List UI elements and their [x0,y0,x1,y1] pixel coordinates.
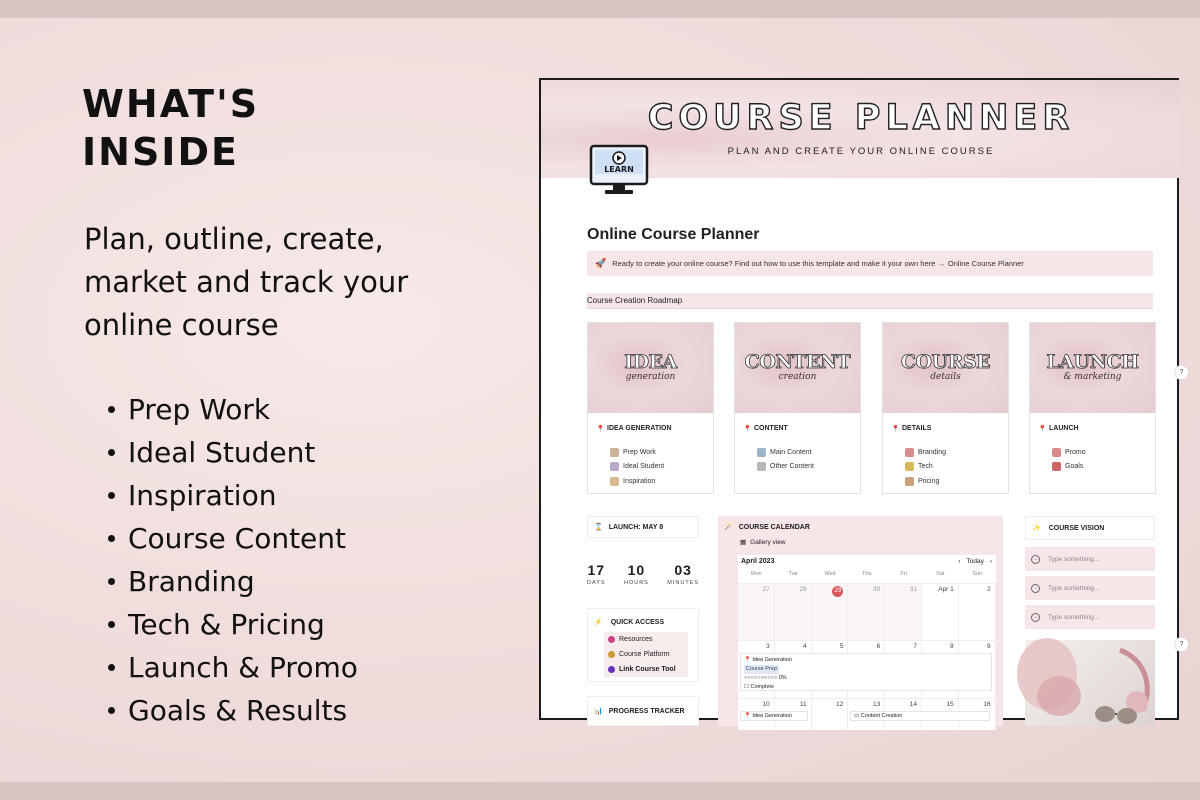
student-icon [610,462,619,471]
card-link-item[interactable]: Promo [1052,445,1086,460]
target-icon [1052,462,1061,471]
pin-icon: 📍 [743,426,752,433]
bullet-dot [108,492,115,499]
calendar-event[interactable]: 📍 Idea Generation Course Prep ○○○○○○○○○○ 0% ☐ Complete [740,653,992,691]
card-link-item[interactable]: Tech [905,460,946,475]
card-cover-image: IDEA generation [588,323,713,413]
roadmap-heading: Course Creation Roadmap [587,293,1153,309]
page-title: Online Course Planner [587,226,760,243]
arrow-circle-icon: → [1033,614,1038,620]
chart-icon: 📊 [594,708,603,715]
resources-icon [608,636,615,643]
today-marker: 29 [832,586,843,597]
quick-access-item[interactable]: Course Platform [604,647,688,662]
whats-inside-heading [82,80,402,176]
quick-access-item[interactable]: Link Course Tool [604,662,688,677]
countdown-days: 17 DAYS [587,562,606,586]
rocket-icon: 🚀 [595,258,607,268]
countdown-minutes: 03 MINUTES [667,562,699,586]
learn-label: LEARN [604,165,634,174]
feature-list [108,388,358,732]
card-link-item[interactable]: Other Content [757,460,814,475]
calendar-month: April 2023 [741,558,775,565]
trophy-icon [905,462,914,471]
folder-icon [757,462,766,471]
calendar-day[interactable]: 6 [848,641,885,698]
sparkle-icon: ✨ [1032,525,1041,532]
card-cover-image: CONTENT creation [735,323,860,413]
feature-item: Course Content [108,517,358,560]
link-icon [608,666,615,673]
calendar-day[interactable]: Apr 1 [922,584,959,640]
megaphone-icon [1052,448,1061,457]
arrow-circle-icon: → [1033,585,1038,591]
callout-link[interactable]: Online Course Planner [947,259,1024,268]
pin-icon: 📍 [891,426,900,433]
platform-icon [608,651,615,658]
today-button[interactable]: Today [966,558,984,565]
course-calendar: 🪄 COURSE CALENDAR ▦ Gallery view April 2023 ‹ Today › Mon Tue Wed Thu Fri Sat Sun 27 28 29 30 31 Apr 1 2 3 4 5 6 7 8 9 📍 Idea Generation Course Prep ○○○○○○○○○○ 0% ☐ Complete 10 11 12 13 14 15 16 📍 Idea Generation ▭ Content Creation [718,516,1003,726]
calendar-day[interactable]: 14 [885,699,922,730]
clipboard-icon [610,448,619,457]
card-link-item[interactable]: Ideal Student [610,460,664,475]
bullet-dot [108,621,115,628]
feature-item: Inspiration [108,474,358,517]
calendar-day[interactable]: 5 [812,641,849,698]
event-complete-checkbox[interactable]: Complete [750,684,775,690]
roadmap-card-content[interactable]: CONTENT creation 📍 CONTENT Main Content Other Content [734,322,861,494]
calendar-day[interactable]: 15 [922,699,959,730]
calendar-day[interactable]: 3 [738,641,775,698]
cover-title: COURSE PLANNER [647,98,1075,138]
calendar-day[interactable]: 2 [959,584,996,640]
quick-access-box: ⚡ QUICK ACCESS Resources Course Platform Link Course Tool [587,608,699,682]
calendar-week [738,583,996,640]
intro-callout: 🚀 Ready to create your online course? Find out how to use this template and make it your own here → Online Course Planner [587,251,1153,276]
gallery-view-toggle[interactable]: ▦ Gallery view [740,538,786,546]
palette-icon [905,448,914,457]
vision-input[interactable]: → Type something... [1025,605,1155,629]
hourglass-icon: ⌛ [594,524,603,531]
calendar-icon: ▦ [740,539,747,546]
calendar-week [738,698,996,730]
card-link-item[interactable]: Pricing [905,474,946,489]
countdown-timer [587,562,699,586]
bottom-band [0,782,1200,800]
launch-date-box: ⌛ LAUNCH: MAY 8 [587,516,699,538]
event-tag: Course Prep [746,666,777,672]
prev-month-button[interactable]: ‹ [958,558,961,565]
feature-item: Branding [108,560,358,603]
lightbulb-icon [610,477,619,486]
calendar-day[interactable]: 11 [775,699,812,730]
bullet-dot [108,449,115,456]
planner-screenshot [539,78,1184,720]
calendar-day[interactable]: 30 [848,584,885,640]
money-bag-icon [905,477,914,486]
roadmap-gallery [587,322,1157,494]
progress-tracker-box: 📊 PROGRESS TRACKER [587,696,699,726]
laptop-icon [757,448,766,457]
top-band [0,0,1200,18]
feature-item: Ideal Student [108,431,358,474]
calendar-day[interactable]: 28 [775,584,812,640]
bullet-dot [108,664,115,671]
calendar-grid [738,555,996,730]
calendar-day[interactable]: 10 [738,699,775,730]
calendar-day[interactable]: 27 [738,584,775,640]
quick-access-item[interactable]: Resources [604,632,688,647]
card-link-item[interactable]: Branding [905,445,946,460]
bullet-dot [108,406,115,413]
calendar-day[interactable]: 13 [848,699,885,730]
help-button[interactable]: ? [1174,637,1189,652]
broom-icon: 🪄 [724,524,733,531]
calendar-day[interactable]: 31 [885,584,922,640]
pin-icon: 📍 [1038,426,1047,433]
arrow-circle-icon: → [1033,556,1038,562]
mood-photo [1025,640,1155,726]
learn-monitor-icon[interactable] [589,144,649,196]
roadmap-card-launch[interactable]: LAUNCH & marketing 📍 LAUNCH Promo Goals [1029,322,1156,494]
bullet-dot [108,535,115,542]
heading-line-1: WHAT'S [82,82,260,126]
course-vision-box: ✨ COURSE VISION [1025,516,1155,540]
card-link-item[interactable]: Inspiration [610,474,664,489]
cover-subtitle: PLAN AND CREATE YOUR ONLINE COURSE [727,146,995,157]
bullet-dot [108,707,115,714]
vision-input[interactable]: → Type something... [1025,576,1155,600]
card-cover-image: LAUNCH & marketing [1030,323,1155,413]
feature-item: Tech & Pricing [108,603,358,646]
pin-icon: 📍 [596,426,605,433]
countdown-hours: 10 HOURS [623,562,649,586]
feature-item: Prep Work [108,388,358,431]
feature-item: Launch & Promo [108,646,358,689]
calendar-day[interactable]: 4 [775,641,812,698]
roadmap-card-details[interactable]: COURSE details 📍 DETAILS Branding Tech Pricing [882,322,1009,494]
calendar-week [738,640,996,698]
card-cover-image: COURSE details [883,323,1008,413]
calendar-day[interactable]: 8 [922,641,959,698]
intro-text: Plan, outline, create, market and track your online course [84,222,409,342]
card-link-item[interactable]: Goals [1052,460,1086,475]
calendar-day[interactable]: 9 [959,641,996,698]
heading-line-2: INSIDE [82,130,239,174]
next-month-button[interactable]: › [989,558,992,565]
vision-input[interactable]: → Type something... [1025,547,1155,571]
bullet-dot [108,578,115,585]
calendar-day[interactable]: 16 [959,699,996,730]
help-button[interactable]: ? [1174,365,1189,380]
calendar-day[interactable]: 12 [812,699,849,730]
feature-item: Goals & Results [108,689,358,732]
card-link-item[interactable]: Prep Work [610,445,664,460]
event-progress: ○○○○○○○○○○ 0% [744,675,787,681]
lightning-icon: ⚡ [594,619,603,626]
calendar-day[interactable]: 7 [885,641,922,698]
weekday-header: Mon Tue Wed Thu Fri Sat Sun [751,571,983,577]
roadmap-card-idea[interactable]: IDEA generation 📍 IDEA GENERATION Prep Work Ideal Student Inspiration [587,322,714,494]
calendar-day[interactable] [812,584,849,640]
card-link-item[interactable]: Main Content [757,445,814,460]
calendar-event[interactable]: 📍 Idea Generation [740,711,808,721]
calendar-event[interactable]: ▭ Content Creation [850,711,990,721]
